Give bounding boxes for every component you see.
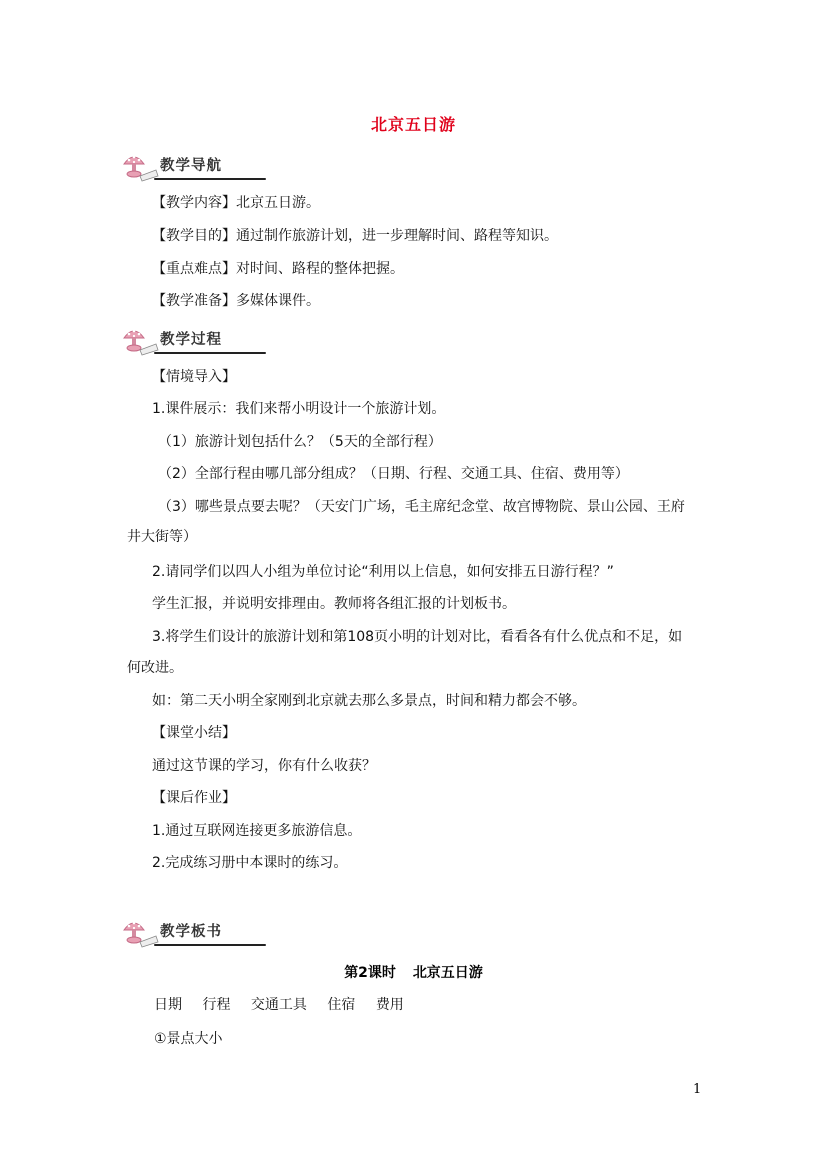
page-number: 1 (693, 1082, 702, 1097)
process-line: （1）旅游计划包括什么？（5天的全部行程） (158, 434, 442, 450)
board-item: ①景点大小 (154, 1031, 223, 1047)
page-title: 北京五日游 (370, 115, 456, 134)
board-lesson: 第2课时 (344, 965, 396, 981)
process-line: 2.请同学们以四人小组为单位讨论“利用以上信息，如何安排五日游行程？” (152, 564, 614, 580)
section-underline (154, 178, 266, 180)
process-line: 1.课件展示：我们来帮小明设计一个旅游计划。 (152, 401, 446, 417)
section-label: 教学导航 (160, 158, 222, 174)
section-label: 教学板书 (160, 924, 222, 940)
homework-line: 1.通过互联网连接更多旅游信息。 (152, 823, 362, 839)
board-column: 费用 (375, 997, 404, 1013)
section-label: 教学过程 (160, 332, 222, 348)
nav-line: 【教学目的】通过制作旅游计划，进一步理解时间、路程等知识。 (152, 228, 558, 244)
intro-heading: 【情境导入】 (152, 369, 236, 385)
process-line: 何改进。 (127, 660, 183, 676)
board-column: 行程 (202, 997, 231, 1013)
nav-line: 【教学准备】多媒体课件。 (152, 293, 320, 309)
summary-text: 通过这节课的学习，你有什么收获？ (152, 758, 376, 774)
board-column: 日期 (154, 997, 182, 1013)
section-header-process (118, 322, 258, 356)
board-column: 交通工具 (250, 997, 307, 1013)
board-column: 住宿 (327, 997, 356, 1013)
nav-line: 【重点难点】对时间、路程的整体把握。 (152, 261, 404, 277)
process-line: 井大街等） (127, 529, 197, 545)
homework-line: 2.完成练习册中本课时的练习。 (152, 855, 348, 871)
process-line: （2）全部行程由哪几部分组成？（日期、行程、交通工具、住宿、费用等） (158, 466, 629, 482)
section-header-nav (118, 148, 258, 182)
section-underline (154, 352, 266, 354)
process-line: 如：第二天小明全家刚到北京就去那么多景点，时间和精力都会不够。 (152, 693, 586, 709)
process-line: 学生汇报，并说明安排理由。教师将各组汇报的计划板书。 (152, 596, 516, 612)
homework-heading: 【课后作业】 (152, 790, 236, 806)
board-columns (154, 995, 420, 1015)
board-title (0, 962, 827, 982)
process-line: 3.将学生们设计的旅游计划和第108页小明的计划对比，看看各有什么优点和不足，如 (152, 629, 683, 645)
nav-line: 【教学内容】北京五日游。 (152, 195, 320, 211)
process-line: （3）哪些景点要去呢？（天安门广场，毛主席纪念堂、故宫博物院、景山公园、王府 (158, 499, 685, 515)
section-underline (154, 944, 266, 946)
board-title-text: 北京五日游 (412, 965, 483, 981)
summary-heading: 【课堂小结】 (152, 725, 236, 741)
section-header-board (118, 914, 258, 948)
